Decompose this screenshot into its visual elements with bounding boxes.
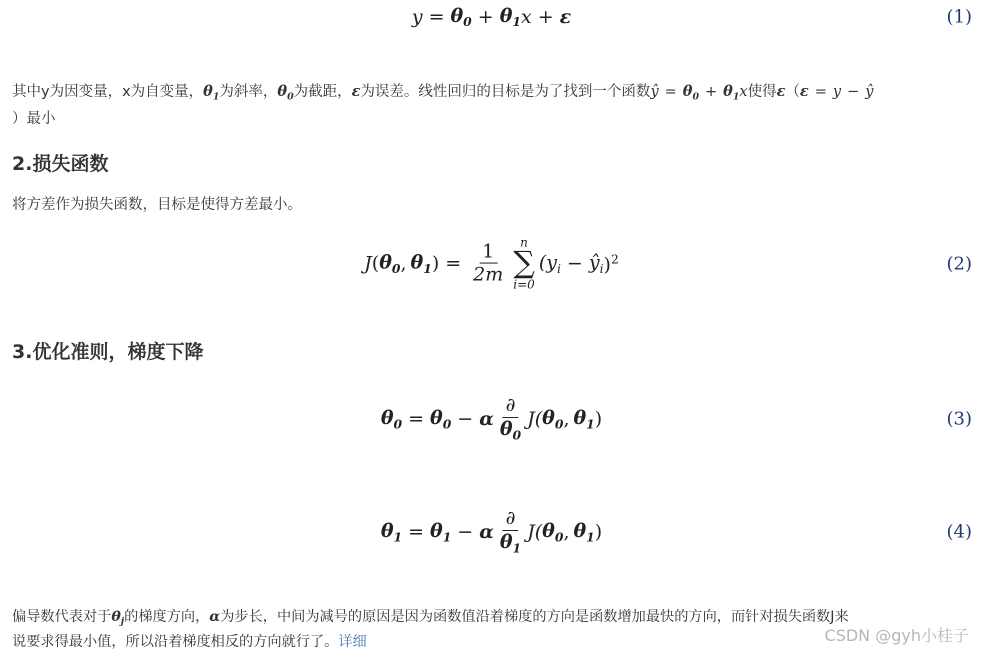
- p1-equals-2: =: [814, 84, 827, 100]
- eq2-equals: =: [445, 253, 462, 275]
- eq4-theta1-rhs: $\theta_1$: [430, 519, 452, 545]
- p1-x: x: [739, 84, 748, 100]
- eq3-arg-theta0: $\theta_0$: [542, 406, 564, 432]
- eq1-theta1: $\theta_1$: [499, 4, 521, 30]
- eq3-comma: ,: [563, 408, 570, 430]
- equation-1: [0, 4, 983, 30]
- plast-text-3: 为步长，中间为减号的原因是因为函数值沿着梯度的方向是函数增加最快的方向，而针对损失函数J来: [220, 609, 849, 625]
- eq1-equals: =: [428, 6, 445, 28]
- eq3-partial-fraction: [497, 395, 524, 443]
- eq4-partial: ∂: [503, 508, 519, 531]
- p1-open-paren: （: [785, 84, 800, 100]
- paragraph-definitions-line1: [12, 80, 873, 102]
- eq4-comma: ,: [563, 521, 570, 543]
- eq1-plus-2: +: [537, 6, 554, 28]
- eq3-theta0-lhs: $\theta_0$: [380, 406, 403, 432]
- equation-2-body: [364, 237, 619, 292]
- eq3-arg-theta1: $\theta_1$: [573, 406, 595, 432]
- eq2-summation: [513, 237, 535, 292]
- eq4-alpha: α: [479, 521, 494, 543]
- eq3-equals: =: [408, 408, 425, 430]
- eq3-partial: ∂: [503, 395, 519, 418]
- paragraph-gradient-line2: [12, 631, 367, 651]
- section-heading-optimization: 3.优化准则，梯度下降: [12, 341, 204, 363]
- eq1-y: y: [411, 6, 423, 28]
- eq4-minus: −: [457, 521, 474, 543]
- eq1-epsilon: ε: [559, 6, 572, 28]
- eq3-partial-denominator: $\theta_0$: [499, 417, 522, 443]
- eq2-term-y: ($y_i$: [538, 251, 561, 277]
- p1-theta0: $\theta_0$: [277, 83, 294, 103]
- equation-3: [0, 394, 983, 443]
- eq1-x: x: [520, 6, 532, 28]
- eq3-minus: −: [457, 408, 474, 430]
- eq2-fraction-denominator: 2m: [473, 264, 504, 287]
- paragraph-gradient-line1: [12, 606, 849, 627]
- p1-theta1-b: $\theta_1$: [723, 83, 740, 103]
- plast-text-2: 的梯度方向，: [124, 609, 210, 625]
- p1-minus: −: [847, 84, 860, 100]
- p1-theta0-b: $\theta_0$: [682, 83, 700, 103]
- equation-4: [0, 507, 983, 556]
- eq2-term-yhat: $ŷ_i$: [588, 251, 604, 277]
- p1-text-4: 为误差。线性回归的目标是为了找到一个函数: [360, 84, 651, 100]
- eq2-close-power: )$^2$: [603, 252, 619, 276]
- p1-yhat-2: ŷ: [865, 84, 874, 100]
- p1-plus: +: [705, 84, 718, 100]
- p1-epsilon: ε: [351, 83, 361, 100]
- section-heading-loss: 2.损失函数: [12, 153, 109, 175]
- eq2-theta0: $\theta_0$: [379, 251, 401, 277]
- p1-epsilon-3: ε: [799, 83, 809, 100]
- eq1-theta0: $\theta_0$: [450, 4, 472, 30]
- equation-3-number: (3): [946, 408, 972, 430]
- eq3-theta0-rhs: $\theta_0$: [430, 406, 452, 432]
- p1-text-1: 其中y为因变量，x为自变量，: [12, 84, 204, 100]
- eq2-fraction: [470, 241, 506, 287]
- eq2-sum-sigma: ∑: [513, 245, 535, 281]
- eq4-arg-theta0: $\theta_0$: [542, 519, 564, 545]
- eq4-arg-theta1: $\theta_1$: [573, 519, 595, 545]
- eq4-equals: =: [408, 521, 425, 543]
- eq2-sum-lower: i=0: [513, 277, 535, 292]
- eq4-partial-denominator: $\theta_1$: [499, 530, 522, 556]
- p1-text-2: 为斜率，: [219, 84, 278, 100]
- paragraph-definitions-line2: ）最小: [12, 111, 56, 127]
- plast-text-1: 偏导数代表对于: [12, 609, 112, 625]
- eq4-close: ): [594, 521, 603, 543]
- eq2-J: J: [364, 253, 372, 275]
- equation-4-body: [381, 508, 602, 556]
- eq1-plus: +: [477, 6, 494, 28]
- details-link[interactable]: 详细: [338, 634, 367, 650]
- eq2-fraction-numerator: 1: [479, 241, 497, 264]
- plast-alpha: α: [209, 609, 221, 625]
- eq4-theta1-lhs: $\theta_1$: [380, 519, 403, 545]
- plast-line2-text: 说要求得最小值，所以沿着梯度相反的方向就行了。: [12, 634, 339, 650]
- eq4-partial-fraction: [497, 508, 524, 556]
- eq2-theta1: $\theta_1$: [410, 251, 432, 277]
- equation-2: [0, 235, 983, 292]
- eq2-open: (: [371, 253, 380, 275]
- csdn-watermark: CSDN @gyh小桂子: [824, 626, 969, 645]
- p1-yhat: ŷ: [650, 84, 659, 100]
- eq3-alpha: α: [479, 408, 494, 430]
- eq3-close: ): [594, 408, 603, 430]
- eq2-minus: −: [566, 253, 583, 275]
- equation-4-number: (4): [946, 521, 972, 543]
- equation-2-number: (2): [946, 253, 972, 275]
- p1-epsilon-2: ε: [776, 83, 786, 100]
- p1-text-5: 使得: [747, 84, 777, 100]
- p1-theta1: $\theta_1$: [203, 83, 220, 103]
- eq3-J: J(: [527, 408, 543, 430]
- equation-3-body: [381, 395, 602, 443]
- plast-theta-j: $\theta_j$: [111, 609, 125, 628]
- eq2-close: ): [431, 253, 440, 275]
- eq2-sum-upper: n: [520, 235, 528, 250]
- eq4-J: J(: [527, 521, 543, 543]
- equation-1-number: (1): [946, 6, 972, 28]
- eq2-comma: ,: [400, 253, 407, 275]
- p1-y: y: [832, 84, 842, 100]
- p1-text-3: 为截距，: [293, 84, 352, 100]
- p1-equals: =: [664, 84, 677, 100]
- equation-1-body: [412, 5, 571, 29]
- section-2-text: 将方差作为损失函数，目标是使得方差最小。: [12, 197, 302, 213]
